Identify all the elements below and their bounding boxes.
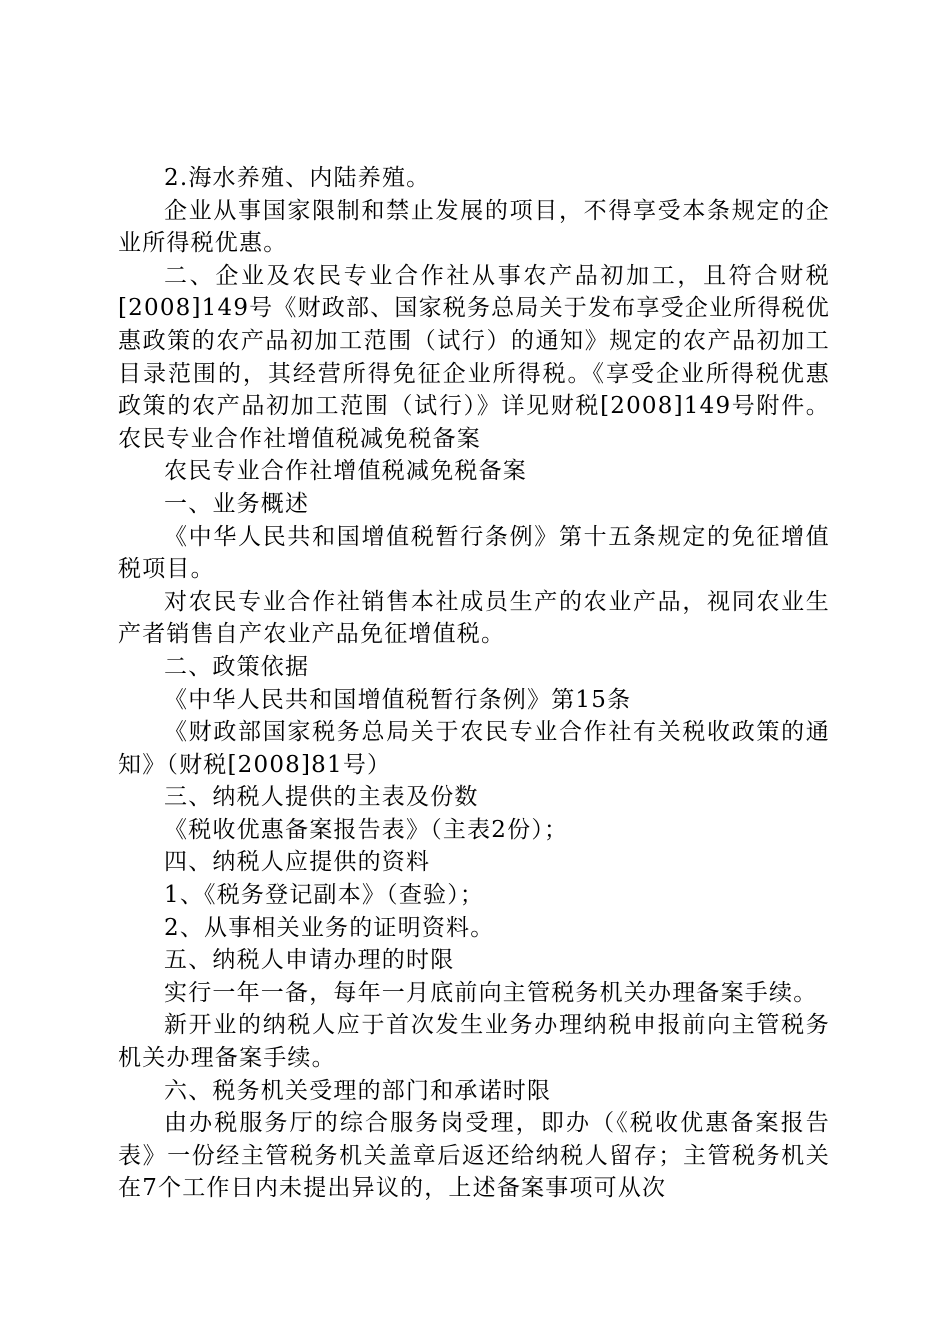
document-body [118,162,830,1205]
paragraph-primary-processing: 二、企业及农民专业合作社从事农产品初加工，且符合财税[2008]149号《财政部、国家税务总局关于发布享受企业所得税优惠政策的农产品初加工范围（试行）的通知》规定的农产品初加工目录范围的，其经营所得免征企业所得税。《享受企业所得税优惠政策的农产品初加工范围（试行）》详见财税[2008]149号附件。农民专业合作社增值税减免税备案 [118,262,830,452]
list-item-business-proof: 2、从事相关业务的证明资料。 [164,914,495,941]
paragraph-main-form: 《税收优惠备案报告表》（主表2份）； [164,816,569,843]
heading-application-deadline: 五、纳税人申请办理的时限 [164,947,455,974]
list-item-tax-registration: 1、《税务登记副本》（查验）； [164,882,485,909]
paragraph-policy-regulation: 《中华人民共和国增值税暂行条例》第15条 [164,686,632,713]
heading-policy-basis: 二、政策依据 [164,653,310,680]
paragraph-aquaculture: 2.海水养殖、内陆养殖。 [164,165,431,191]
paragraph-policy-notice: 《财政部国家税务总局关于农民专业合作社有关税收政策的通知》（财税[2008]81号） [118,719,830,778]
paragraph-new-taxpayers: 新开业的纳税人应于首次发生业务办理纳税申报前向主管税务机关办理备案手续。 [118,1012,830,1072]
paragraph-annual-filing: 实行一年一备，每年一月底前向主管税务机关办理备案手续。 [164,979,818,1006]
paragraph-vat-exemption-rule: 《中华人民共和国增值税暂行条例》第十五条规定的免征增值税项目。 [118,523,830,583]
heading-main-forms: 三、纳税人提供的主表及份数 [164,784,479,811]
section-title-vat-filing: 农民专业合作社增值税减免税备案 [164,458,527,485]
heading-accepting-department: 六、税务机关受理的部门和承诺时限 [164,1077,552,1104]
paragraph-service-hall: 由办税服务厅的综合服务岗受理，即办（《税收优惠备案报告表》一份经主管税务机关盖章后返还给纳税人留存；主管税务机关在7个工作日内未提出异议的，上述备案事项可从次 [118,1110,830,1202]
paragraph-cooperative-sales: 对农民专业合作社销售本社成员生产的农业产品，视同农业生产者销售自产农业产品免征增值税。 [118,588,830,648]
paragraph-restricted-projects: 企业从事国家限制和禁止发展的项目，不得享受本条规定的企业所得税优惠。 [118,197,830,257]
heading-required-materials: 四、纳税人应提供的资料 [164,849,431,876]
heading-business-overview: 一、业务概述 [164,490,310,517]
